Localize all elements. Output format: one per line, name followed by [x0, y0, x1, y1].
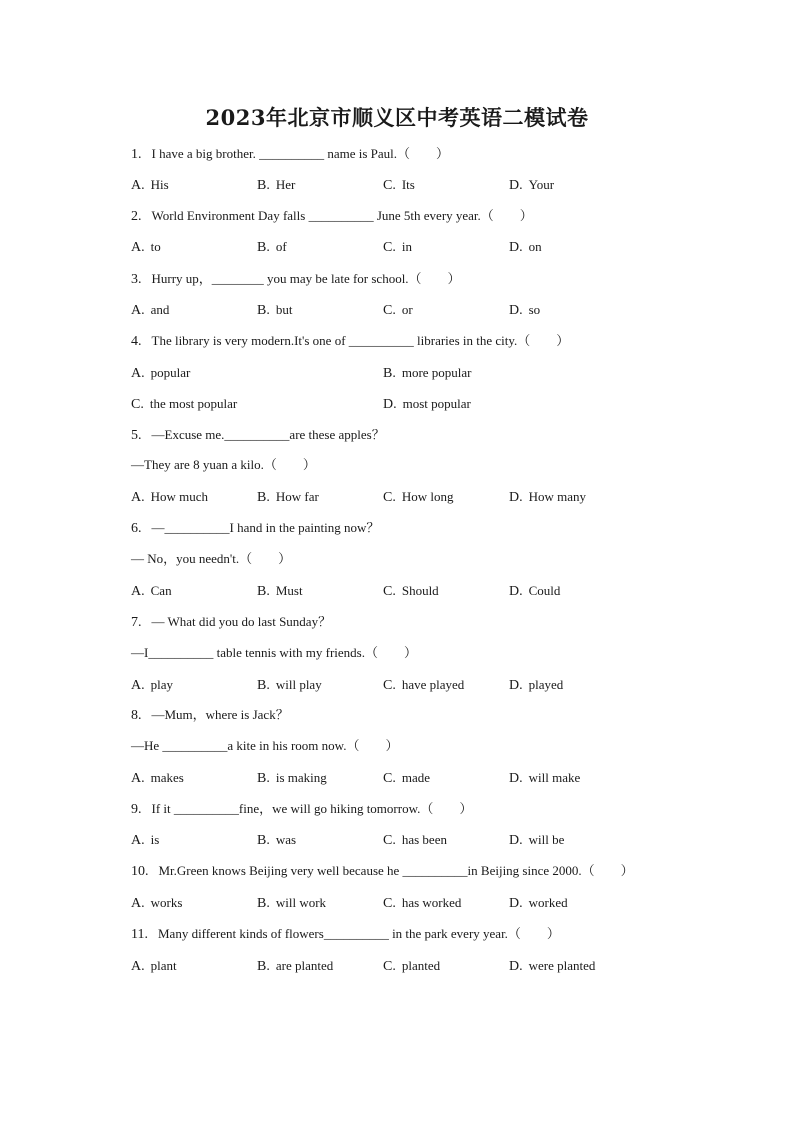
- option-letter: A.: [131, 366, 145, 381]
- option-text: How many: [528, 489, 587, 504]
- answer-option[interactable]: [509, 301, 540, 320]
- question-reply-line: —He __________a kite in his room now.（ ）: [131, 738, 399, 753]
- option-text: will work: [275, 895, 327, 910]
- question-reply-line: — No，you needn't.（ ）: [131, 551, 292, 566]
- question-text: If it __________fine，we will go hiking tomorrow.（ ）: [151, 801, 473, 816]
- answer-option[interactable]: [383, 395, 471, 414]
- option-text: is: [150, 832, 160, 847]
- option-letter: B.: [257, 678, 270, 693]
- answer-option[interactable]: [131, 582, 172, 601]
- question-text: Many different kinds of flowers__________ in the park every year.（ ）: [157, 926, 560, 941]
- option-letter: A.: [131, 178, 145, 193]
- option-text: on: [528, 239, 542, 254]
- question-text: Mr.Green knows Beijing very well because he __________in Beijing since 2000.（ ）: [158, 863, 634, 878]
- option-letter: C.: [383, 771, 396, 786]
- answer-option[interactable]: [257, 769, 327, 788]
- answer-option[interactable]: [509, 676, 563, 695]
- option-letter: A.: [131, 771, 145, 786]
- question-number: 1.: [131, 147, 142, 162]
- page-title: 2023年北京市顺义区中考英语二模试卷: [205, 105, 589, 130]
- option-text: Can: [150, 583, 172, 598]
- option-text: Must: [275, 583, 303, 598]
- answer-option[interactable]: [509, 238, 542, 257]
- answer-option[interactable]: [131, 395, 237, 414]
- option-text: and: [150, 302, 170, 317]
- option-letter: B.: [257, 771, 270, 786]
- option-letter: C.: [383, 490, 396, 505]
- option-text: How much: [150, 489, 209, 504]
- question-stem: [131, 706, 289, 724]
- option-text: Her: [275, 177, 296, 192]
- option-letter: C.: [131, 397, 144, 412]
- answer-option[interactable]: [131, 769, 184, 788]
- option-text: were planted: [528, 958, 596, 973]
- option-text: worked: [528, 895, 568, 910]
- option-text: was: [275, 832, 297, 847]
- option-letter: B.: [257, 833, 270, 848]
- question-number: 2.: [131, 209, 142, 224]
- answer-option[interactable]: [131, 488, 208, 507]
- answer-option[interactable]: [383, 364, 472, 383]
- option-text: How long: [401, 489, 454, 504]
- question-text: —__________I hand in the painting now？: [151, 520, 380, 535]
- option-letter: D.: [383, 397, 397, 412]
- option-letter: A.: [131, 833, 145, 848]
- option-letter: C.: [383, 584, 396, 599]
- option-text: to: [150, 239, 161, 254]
- question-stem: [131, 925, 560, 943]
- answer-option[interactable]: [509, 831, 564, 850]
- question-stem: [131, 270, 461, 288]
- answer-option[interactable]: [131, 676, 173, 695]
- answer-option[interactable]: [257, 676, 322, 695]
- option-text: more popular: [401, 365, 472, 380]
- answer-option[interactable]: [509, 957, 595, 976]
- answer-option[interactable]: [509, 488, 586, 507]
- question-text: The library is very modern.It's one of __________ libraries in the city.（ ）: [151, 333, 570, 348]
- answer-option[interactable]: [383, 769, 430, 788]
- answer-option[interactable]: [257, 957, 333, 976]
- option-text: so: [528, 302, 541, 317]
- option-letter: D.: [509, 771, 523, 786]
- option-letter: A.: [131, 959, 145, 974]
- answer-option[interactable]: [131, 176, 169, 195]
- option-text: will play: [275, 677, 322, 692]
- option-letter: B.: [383, 366, 396, 381]
- question-number: 9.: [131, 802, 142, 817]
- answer-option[interactable]: [257, 488, 319, 507]
- question-text: Hurry up，________ you may be late for school.（ ）: [151, 271, 461, 286]
- question-text: —Mum，where is Jack？: [151, 707, 289, 722]
- option-letter: D.: [509, 303, 523, 318]
- question-number: 3.: [131, 272, 142, 287]
- option-letter: C.: [383, 678, 396, 693]
- option-text: played: [528, 677, 564, 692]
- option-letter: B.: [257, 303, 270, 318]
- option-text: has worked: [401, 895, 462, 910]
- option-letter: A.: [131, 303, 145, 318]
- question-stem: [131, 426, 385, 444]
- question-stem: [131, 519, 379, 537]
- option-letter: C.: [383, 240, 396, 255]
- option-text: in: [401, 239, 412, 254]
- answer-option[interactable]: [509, 582, 560, 601]
- answer-option[interactable]: [383, 894, 461, 913]
- option-text: Could: [528, 583, 561, 598]
- option-text: the most popular: [149, 396, 238, 411]
- question-reply-line: —I__________ table tennis with my friends.（ ）: [131, 645, 417, 660]
- option-letter: C.: [383, 896, 396, 911]
- option-text: will be: [528, 832, 565, 847]
- option-text: planted: [401, 958, 441, 973]
- option-letter: D.: [509, 833, 523, 848]
- option-letter: A.: [131, 490, 145, 505]
- answer-option[interactable]: [383, 488, 453, 507]
- option-letter: D.: [509, 584, 523, 599]
- answer-option[interactable]: [131, 238, 161, 257]
- answer-option[interactable]: [131, 957, 177, 976]
- answer-option[interactable]: [383, 831, 447, 850]
- answer-option[interactable]: [131, 364, 190, 383]
- answer-option[interactable]: [383, 301, 413, 320]
- option-letter: C.: [383, 303, 396, 318]
- question-number: 11.: [131, 927, 148, 942]
- answer-option[interactable]: [509, 894, 568, 913]
- question-stem: [131, 145, 449, 163]
- answer-option[interactable]: [383, 957, 440, 976]
- answer-option[interactable]: [131, 894, 182, 913]
- question-text: I have a big brother. __________ name is Paul.（ ）: [151, 146, 450, 161]
- answer-option[interactable]: [257, 176, 295, 195]
- question-number: 4.: [131, 334, 142, 349]
- answer-option[interactable]: [131, 301, 169, 320]
- option-text: or: [401, 302, 413, 317]
- answer-option[interactable]: [383, 238, 412, 257]
- question-number: 10.: [131, 864, 149, 879]
- question-stem: [131, 800, 472, 818]
- option-letter: D.: [509, 678, 523, 693]
- option-letter: C.: [383, 178, 396, 193]
- question-stem: [131, 332, 569, 350]
- option-text: most popular: [402, 396, 471, 411]
- answer-option[interactable]: [509, 176, 554, 195]
- question-text: World Environment Day falls __________ June 5th every year.（ ）: [151, 208, 533, 223]
- option-text: will make: [528, 770, 581, 785]
- option-text: Should: [401, 583, 439, 598]
- option-text: works: [150, 895, 183, 910]
- answer-option[interactable]: [383, 176, 415, 195]
- answer-option[interactable]: [257, 582, 303, 601]
- option-text: made: [401, 770, 430, 785]
- option-letter: D.: [509, 240, 523, 255]
- option-letter: D.: [509, 896, 523, 911]
- question-stem: [131, 613, 331, 631]
- option-letter: D.: [509, 178, 523, 193]
- option-text: How far: [275, 489, 319, 504]
- option-text: of: [275, 239, 287, 254]
- option-text: popular: [150, 365, 191, 380]
- option-letter: A.: [131, 678, 145, 693]
- option-text: but: [275, 302, 293, 317]
- option-letter: B.: [257, 959, 270, 974]
- answer-option[interactable]: [257, 894, 326, 913]
- option-letter: B.: [257, 584, 270, 599]
- question-number: 8.: [131, 708, 142, 723]
- option-letter: D.: [509, 490, 523, 505]
- option-text: plant: [150, 958, 177, 973]
- answer-option[interactable]: [257, 238, 287, 257]
- answer-option[interactable]: [257, 831, 296, 850]
- option-text: play: [150, 677, 174, 692]
- question-number: 6.: [131, 521, 142, 536]
- answer-option[interactable]: [131, 831, 159, 850]
- option-text: Its: [401, 177, 415, 192]
- option-letter: A.: [131, 584, 145, 599]
- question-reply-line: —They are 8 yuan a kilo.（ ）: [131, 457, 316, 472]
- option-letter: B.: [257, 896, 270, 911]
- question-text: —Excuse me.__________are these apples？: [151, 427, 385, 442]
- option-text: His: [150, 177, 169, 192]
- option-text: makes: [150, 770, 184, 785]
- question-text: — What did you do last Sunday？: [151, 614, 332, 629]
- answer-option[interactable]: [509, 769, 580, 788]
- option-letter: A.: [131, 896, 145, 911]
- question-stem: [131, 862, 634, 880]
- option-text: have played: [401, 677, 465, 692]
- option-text: is making: [275, 770, 327, 785]
- question-stem: [131, 207, 533, 225]
- option-text: has been: [401, 832, 447, 847]
- answer-option[interactable]: [383, 582, 439, 601]
- option-letter: C.: [383, 959, 396, 974]
- option-text: are planted: [275, 958, 334, 973]
- option-letter: D.: [509, 959, 523, 974]
- option-letter: B.: [257, 240, 270, 255]
- option-letter: B.: [257, 178, 270, 193]
- option-letter: B.: [257, 490, 270, 505]
- question-number: 5.: [131, 428, 142, 443]
- option-letter: C.: [383, 833, 396, 848]
- option-text: Your: [528, 177, 555, 192]
- question-number: 7.: [131, 615, 142, 630]
- option-letter: A.: [131, 240, 145, 255]
- answer-option[interactable]: [383, 676, 464, 695]
- answer-option[interactable]: [257, 301, 292, 320]
